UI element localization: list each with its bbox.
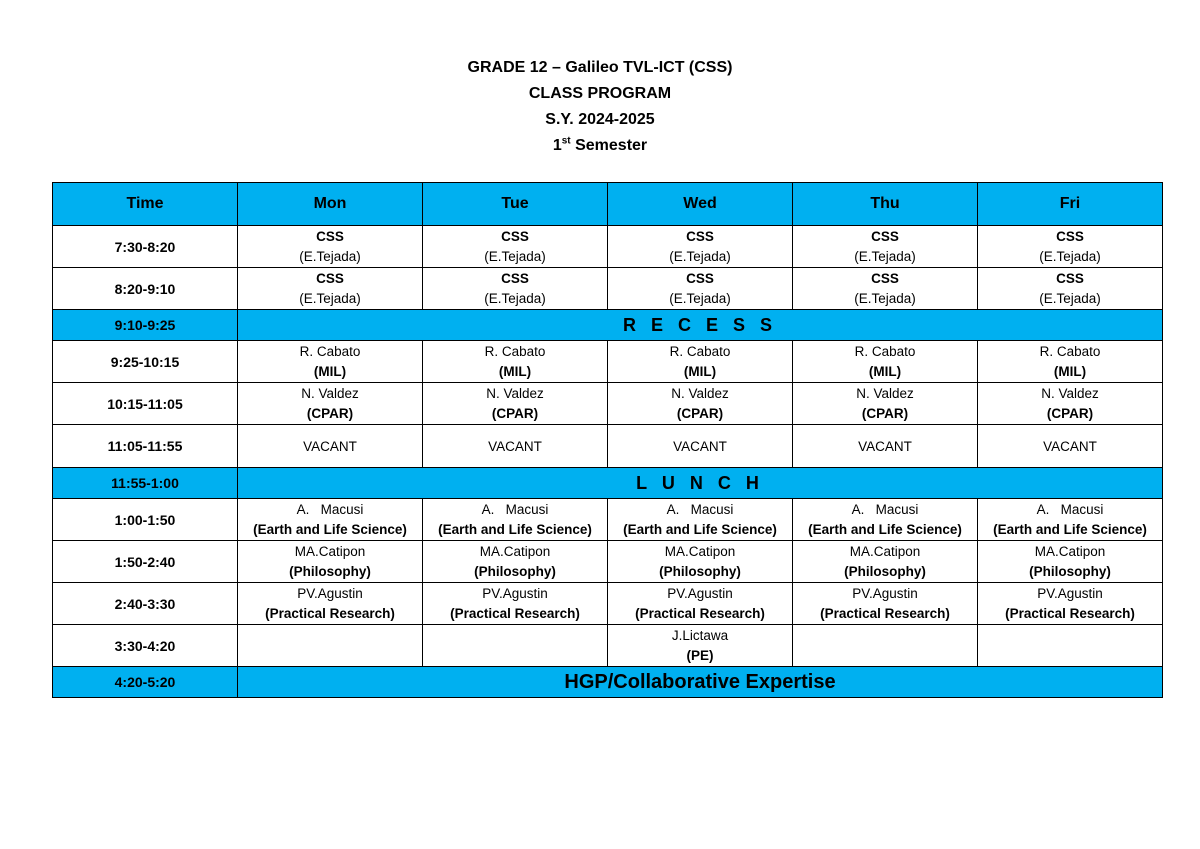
time-cell: 11:55-1:00 (53, 468, 238, 499)
schedule-cell: J.Lictawa (PE) (608, 625, 793, 667)
recess-banner: R E C E S S (238, 310, 1163, 341)
schedule-cell: R. Cabato (MIL) (238, 341, 423, 383)
schedule-cell: A. Macusi (Earth and Life Science) (238, 499, 423, 541)
schedule-cell: CSS (E.Tejada) (978, 226, 1163, 268)
column-header-mon: Mon (238, 183, 423, 226)
column-header-fri: Fri (978, 183, 1163, 226)
time-cell: 10:15-11:05 (53, 383, 238, 425)
hgp-banner: HGP/Collaborative Expertise (238, 667, 1163, 698)
schedule-cell: CSS (E.Tejada) (238, 268, 423, 310)
column-header-thu: Thu (793, 183, 978, 226)
title-semester: 1st Semester (552, 135, 648, 154)
class-schedule-table (52, 182, 1163, 698)
recess-row (53, 310, 1163, 341)
schedule-cell: N. Valdez (CPAR) (238, 383, 423, 425)
table-row (53, 341, 1163, 383)
table-header-row (53, 183, 1163, 226)
title-program: CLASS PROGRAM (528, 85, 672, 102)
hgp-row (53, 667, 1163, 698)
schedule-cell: MA.Catipon (Philosophy) (423, 541, 608, 583)
empty-cell (423, 625, 608, 667)
table-row (53, 226, 1163, 268)
time-cell: 9:10-9:25 (53, 310, 238, 341)
lunch-row (53, 468, 1163, 499)
column-header-wed: Wed (608, 183, 793, 226)
schedule-cell: N. Valdez (CPAR) (978, 383, 1163, 425)
schedule-cell: CSS (E.Tejada) (793, 268, 978, 310)
schedule-cell: CSS (E.Tejada) (423, 268, 608, 310)
table-row (53, 383, 1163, 425)
document-header (0, 55, 1200, 159)
table-row (53, 499, 1163, 541)
schedule-cell: A. Macusi (Earth and Life Science) (793, 499, 978, 541)
schedule-cell: MA.Catipon (Philosophy) (238, 541, 423, 583)
title-school-year: S.Y. 2024-2025 (545, 111, 655, 128)
empty-cell (238, 625, 423, 667)
schedule-cell: R. Cabato (MIL) (423, 341, 608, 383)
time-cell: 11:05-11:55 (53, 425, 238, 468)
vacant-cell: VACANT (238, 425, 423, 468)
vacant-cell: VACANT (978, 425, 1163, 468)
time-cell: 1:50-2:40 (53, 541, 238, 583)
schedule-cell: R. Cabato (MIL) (793, 341, 978, 383)
schedule-cell: MA.Catipon (Philosophy) (608, 541, 793, 583)
vacant-cell: VACANT (608, 425, 793, 468)
schedule-cell: CSS (E.Tejada) (978, 268, 1163, 310)
time-cell: 4:20-5:20 (53, 667, 238, 698)
table-row (53, 583, 1163, 625)
schedule-cell: PV.Agustin (Practical Research) (978, 583, 1163, 625)
table-row (53, 541, 1163, 583)
column-header-tue: Tue (423, 183, 608, 226)
time-cell: 9:25-10:15 (53, 341, 238, 383)
schedule-cell: R. Cabato (MIL) (978, 341, 1163, 383)
schedule-cell: MA.Catipon (Philosophy) (978, 541, 1163, 583)
empty-cell (978, 625, 1163, 667)
schedule-cell: CSS (E.Tejada) (608, 268, 793, 310)
vacant-cell: VACANT (793, 425, 978, 468)
table-row (53, 268, 1163, 310)
schedule-cell: MA.Catipon (Philosophy) (793, 541, 978, 583)
table-row (53, 625, 1163, 667)
schedule-cell: N. Valdez (CPAR) (423, 383, 608, 425)
schedule-cell: A. Macusi (Earth and Life Science) (978, 499, 1163, 541)
schedule-cell: CSS (E.Tejada) (793, 226, 978, 268)
time-cell: 8:20-9:10 (53, 268, 238, 310)
empty-cell (793, 625, 978, 667)
title-grade: GRADE 12 – Galileo TVL-ICT (CSS) (467, 59, 733, 76)
schedule-cell: R. Cabato (MIL) (608, 341, 793, 383)
vacant-cell: VACANT (423, 425, 608, 468)
schedule-cell: CSS (E.Tejada) (238, 226, 423, 268)
time-cell: 2:40-3:30 (53, 583, 238, 625)
schedule-cell: A. Macusi (Earth and Life Science) (608, 499, 793, 541)
schedule-cell: N. Valdez (CPAR) (608, 383, 793, 425)
schedule-cell: PV.Agustin (Practical Research) (423, 583, 608, 625)
schedule-cell: N. Valdez (CPAR) (793, 383, 978, 425)
schedule-cell: PV.Agustin (Practical Research) (793, 583, 978, 625)
time-cell: 7:30-8:20 (53, 226, 238, 268)
schedule-cell: CSS (E.Tejada) (608, 226, 793, 268)
table-row (53, 425, 1163, 468)
time-cell: 1:00-1:50 (53, 499, 238, 541)
schedule-cell: CSS (E.Tejada) (423, 226, 608, 268)
lunch-banner: L U N C H (238, 468, 1163, 499)
schedule-cell: PV.Agustin (Practical Research) (608, 583, 793, 625)
schedule-cell: A. Macusi (Earth and Life Science) (423, 499, 608, 541)
column-header-time: Time (53, 183, 238, 226)
schedule-cell: PV.Agustin (Practical Research) (238, 583, 423, 625)
time-cell: 3:30-4:20 (53, 625, 238, 667)
